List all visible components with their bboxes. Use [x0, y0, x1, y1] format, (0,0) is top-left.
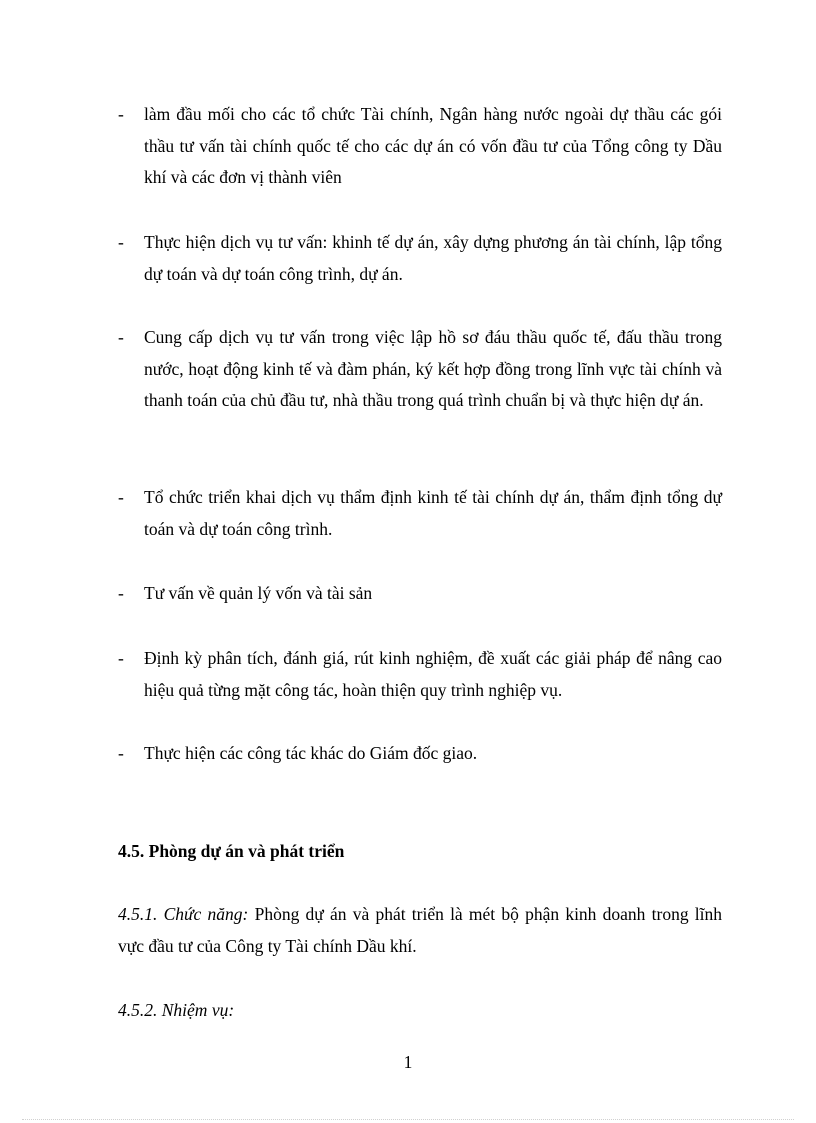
- bullet-dash: -: [118, 487, 124, 507]
- section-heading: 4.5. Phòng dự án và phát triển: [118, 841, 345, 861]
- bullet-item: [118, 227, 722, 290]
- bullet-text: Tổ chức triển khai dịch vụ thẩm định kinh tế tài chính dự án, thẩm định tổng dự toán và dự toán công trình.: [144, 487, 722, 539]
- bullet-dash: -: [118, 232, 124, 252]
- bullet-dash: -: [118, 327, 124, 347]
- bullet-item: [118, 738, 722, 770]
- bullet-item: [118, 578, 722, 610]
- bullet-dash: -: [118, 743, 124, 763]
- footer-divider: [22, 1119, 794, 1120]
- bullet-dash: -: [118, 583, 124, 603]
- bullet-text: làm đầu mối cho các tổ chức Tài chính, Ngân hàng nước ngoài dự thầu các gói thầu tư vấn tài chính quốc tế cho các dự án có vốn đầu tư của Tổng công ty Dầu khí và các đơn vị thành viên: [144, 104, 722, 187]
- page-number: 1: [403, 1052, 413, 1072]
- bullet-item: [118, 643, 722, 706]
- bullet-item: [118, 99, 722, 194]
- function-paragraph: [118, 898, 722, 962]
- bullet-text: Cung cấp dịch vụ tư vấn trong việc lập hồ sơ đáu thầu quốc tế, đấu thầu trong nước, hoạt động kinh tế và đàm phán, ký kết hợp đồng trong lĩnh vực tài chính và thanh toán của chủ đầu tư, nhà thầu trong quá trình chuẩn bị và thực hiện dự án.: [144, 327, 722, 410]
- bullet-item: [118, 322, 722, 417]
- duty-paragraph: [118, 994, 722, 1026]
- bullet-text: Thực hiện các công tác khác do Giám đốc giao.: [144, 743, 478, 763]
- duty-label: 4.5.2. Nhiệm vụ:: [118, 1000, 235, 1020]
- function-text: Phòng dự án và phát triển là mét bộ phận kinh doanh trong lĩnh vực đầu tư của Công ty Tài chính Dầu khí.: [118, 904, 723, 956]
- bullet-text: Định kỳ phân tích, đánh giá, rút kinh nghiệm, đề xuất các giải pháp để nâng cao hiệu quả từng mặt công tác, hoàn thiện quy trình nghiệp vụ.: [144, 648, 722, 700]
- bullet-item: [118, 482, 722, 545]
- bullet-dash: -: [118, 648, 124, 668]
- bullet-text: Tư vấn về quản lý vốn và tài sản: [144, 583, 373, 603]
- bullet-text: Thực hiện dịch vụ tư vấn: khinh tế dự án, xây dựng phương án tài chính, lập tổng dự toán và dự toán công trình, dự án.: [144, 232, 722, 284]
- bullet-dash: -: [118, 104, 124, 124]
- function-label: 4.5.1. Chức năng:: [118, 904, 249, 924]
